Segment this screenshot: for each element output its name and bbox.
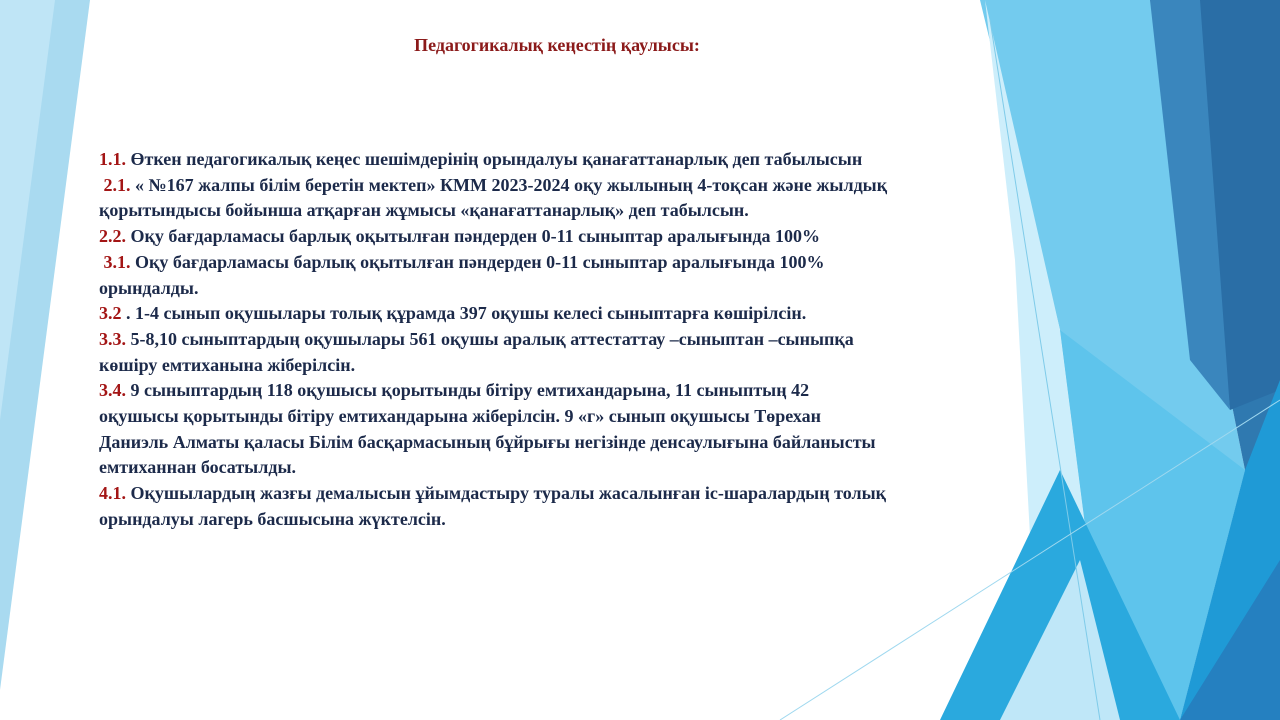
item-text: 5-8,10 сыныптардың оқушылары 561 оқушы аралық аттестаттау –сыныптан –сыныпқа — [130, 328, 854, 349]
item-number: 2.1. — [103, 174, 131, 195]
list-item — [99, 250, 1044, 301]
list-item — [99, 147, 1044, 173]
item-text: орындалды. — [99, 277, 199, 298]
item-text: емтиханнан босатылды. — [99, 457, 296, 478]
item-text: орындалуы лагерь басшысына жүктелсін. — [99, 508, 446, 529]
item-text: оқушысы қорытынды бітіру емтихандарына жіберілсін. 9 «г» сынып оқушысы Төрехан — [99, 406, 822, 427]
item-number: 4.1. — [99, 483, 126, 504]
item-text: Оқушылардың жазғы демалысын ұйымдастыру туралы жасалынған іс-шаралардың толық — [130, 483, 886, 504]
slide-title: Педагогикалық кеңестің қаулысы: — [414, 35, 700, 55]
item-text: Оқу бағдарламасы барлық оқытылған пәндерден 0-11 сыныптар аралығында 100% — [135, 251, 825, 272]
list-item — [99, 224, 1044, 250]
item-number: 3.1. — [103, 251, 131, 272]
resolution-list — [99, 147, 1044, 533]
item-number: 1.1. — [99, 149, 126, 169]
item-text: Даниэль Алматы қаласы Білім басқармасының бұйрығы негізінде денсаулығына байланысты — [99, 431, 876, 452]
list-item — [99, 481, 1044, 532]
list-item — [99, 301, 1044, 327]
list-item — [99, 173, 1044, 224]
item-text: . 1-4 сынып оқушылары толық құрамда 397 оқушы келесі сыныптарға көшірілсін. — [126, 303, 807, 324]
item-text: қорытындысы бойынша атқарған жұмысы «қанағаттанарлық» деп табылсын. — [99, 200, 749, 221]
item-text: 9 сыныптардың 118 оқушысы қорытынды бітіру емтихандарына, 11 сыныптың 42 — [130, 380, 810, 401]
item-text: Өткен педагогикалық кеңес шешімдерінің орындалуы қанағаттанарлық деп табылысын — [130, 149, 863, 169]
item-number: 3.2 — [99, 303, 122, 324]
list-item — [99, 378, 1044, 481]
item-text: көшіру емтиханына жіберілсін. — [99, 354, 356, 375]
item-number: 3.4. — [99, 380, 126, 401]
list-item — [99, 327, 1044, 378]
item-number: 3.3. — [99, 328, 126, 349]
item-text: Оқу бағдарламасы барлық оқытылған пәндерден 0-11 сыныптар аралығында 100% — [130, 226, 821, 247]
item-text: « №167 жалпы білім беретін мектеп» КММ 2023-2024 оқу жылының 4-тоқсан және жылдық — [135, 174, 888, 195]
item-number: 2.2. — [99, 226, 126, 247]
